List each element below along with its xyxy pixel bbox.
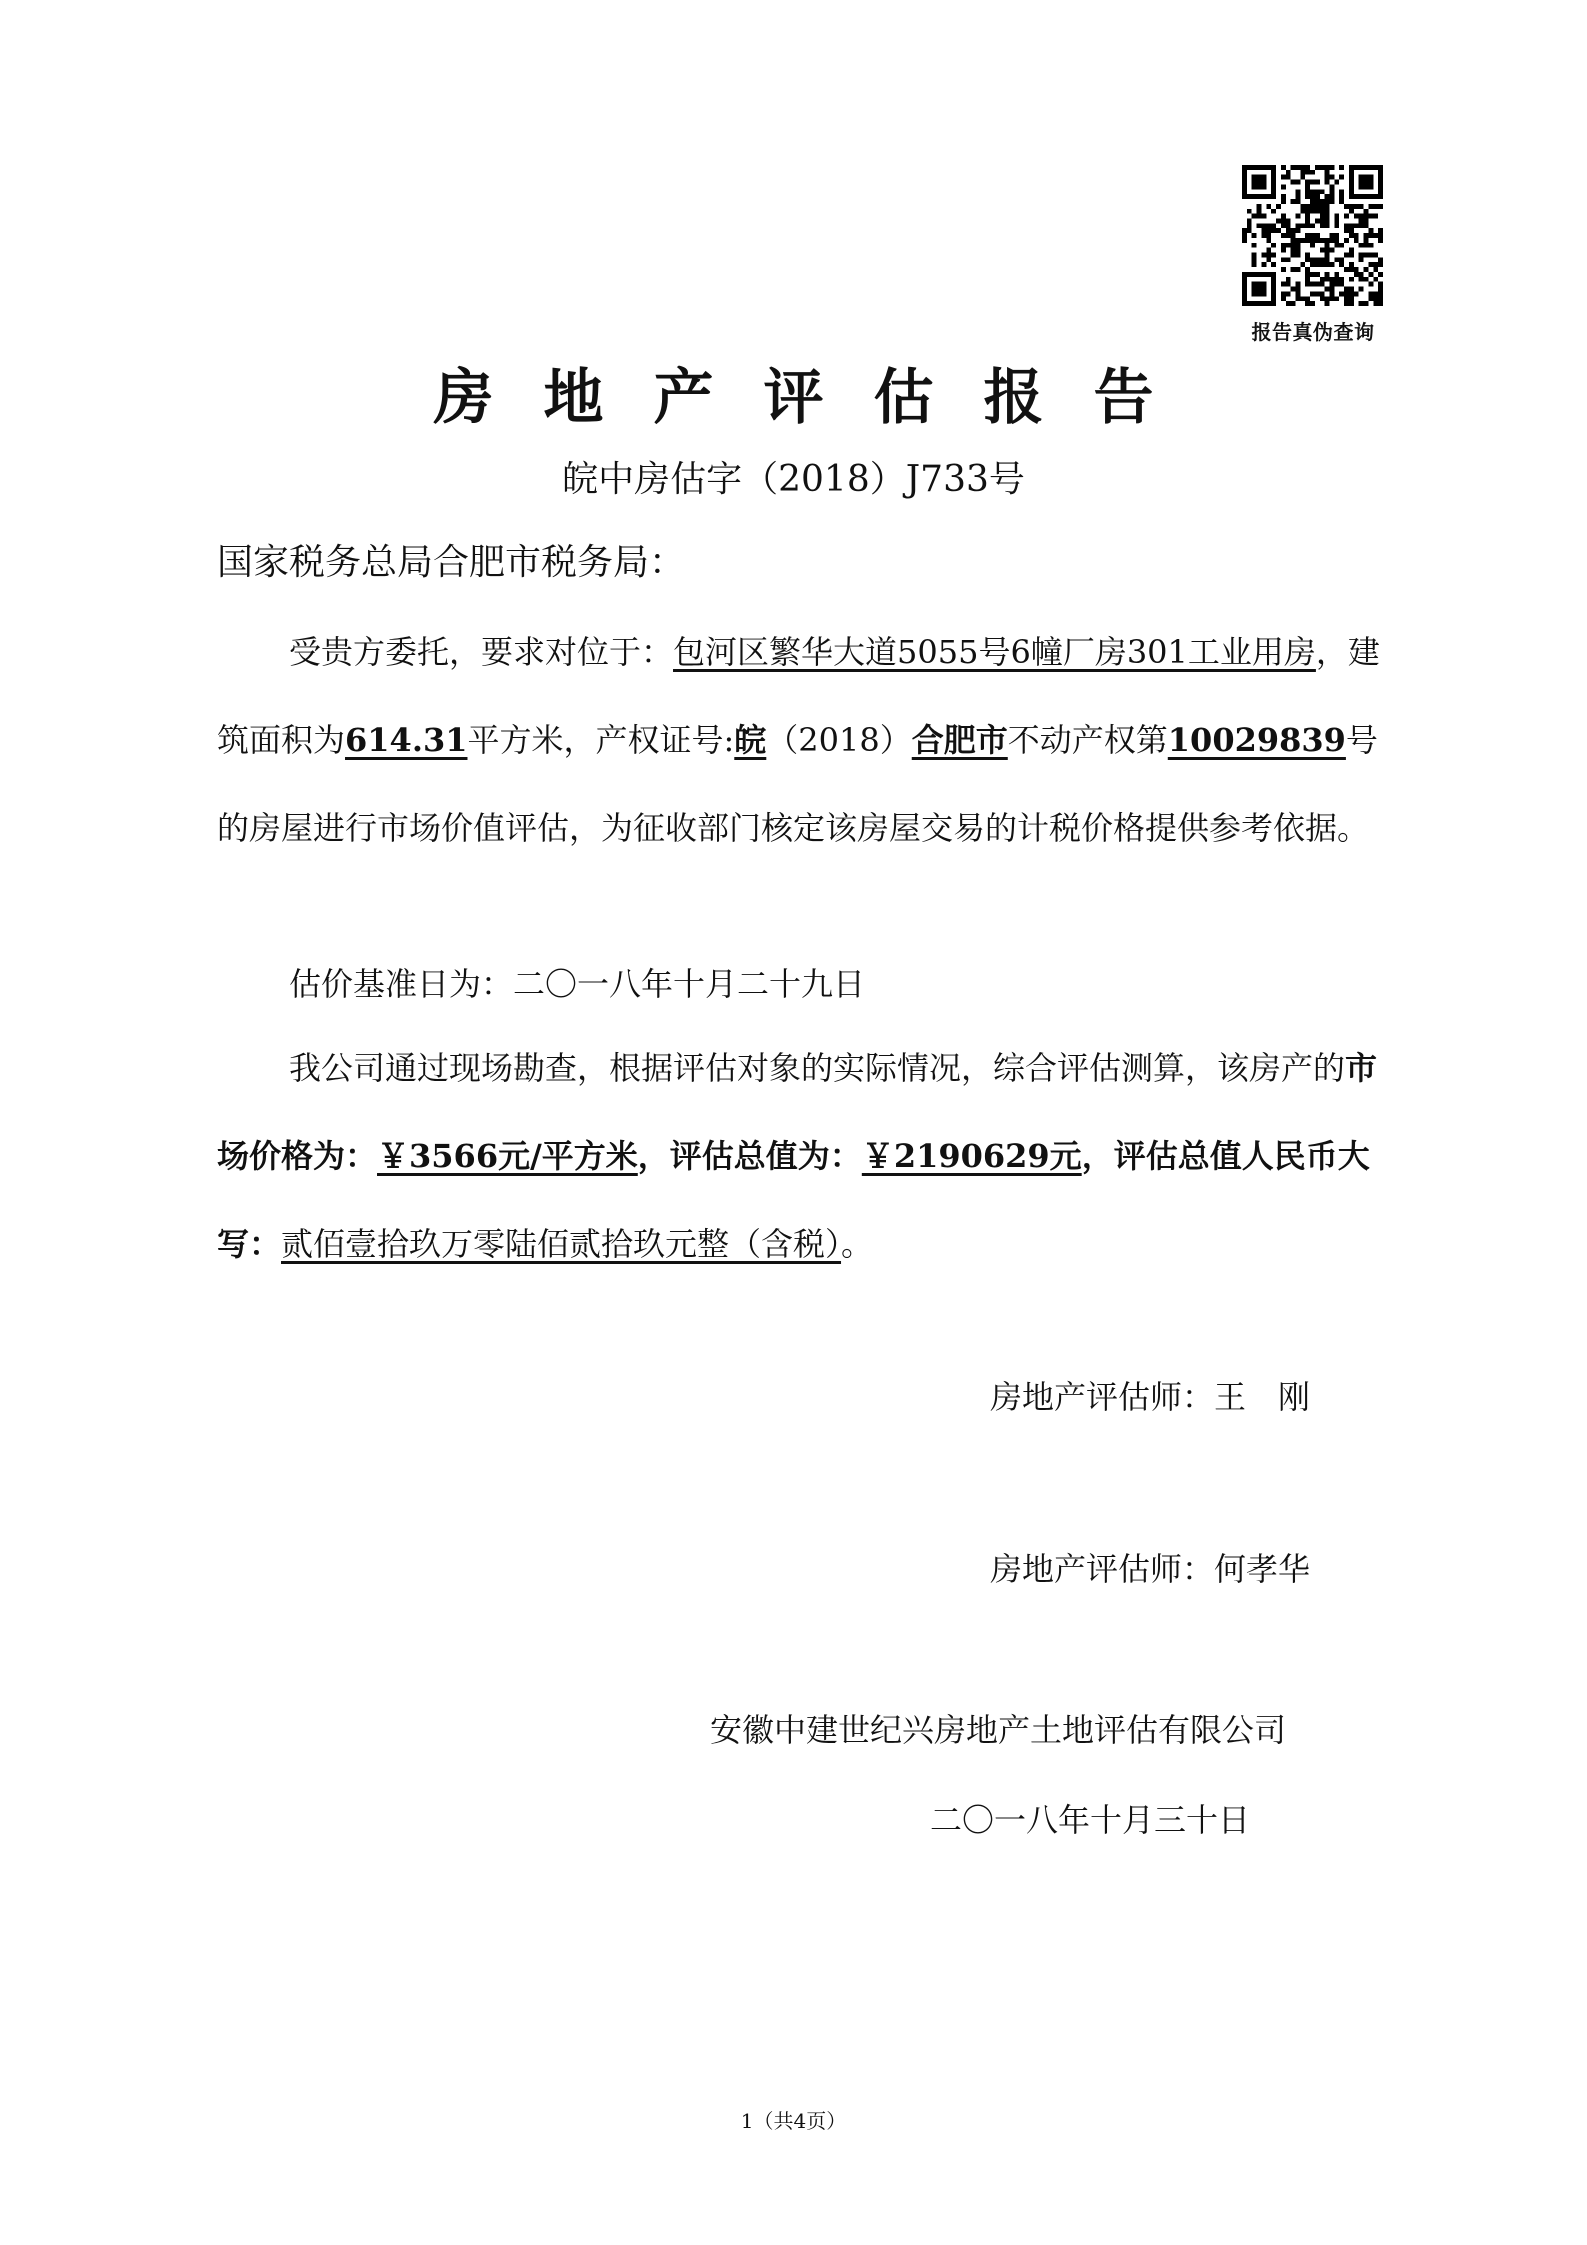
appraiser-2: 房地产评估师：何孝华 — [990, 1550, 1311, 1588]
unit-price: ￥3566元/平方米 — [377, 1137, 638, 1175]
price-label: 市场价格为： — [217, 1049, 1378, 1175]
p3-end: 。 — [841, 1225, 874, 1263]
p1-text-3: 平方米，产权证号: — [467, 721, 735, 759]
company-name: 安徽中建世纪兴房地产土地评估有限公司 — [710, 1711, 1287, 1749]
report-date: 二〇一八年十月三十日 — [930, 1801, 1251, 1839]
p3-comma-2: ， — [1081, 1137, 1114, 1175]
p3-text-1: 我公司通过现场勘查，根据评估对象的实际情况，综合评估测算，该房产的 — [289, 1049, 1346, 1087]
valuation-date: 二〇一八年十月二十九日 — [513, 965, 866, 1003]
cert-city: 合肥市 — [911, 721, 1008, 759]
qr-caption: 报告真伪查询 — [1251, 320, 1375, 344]
p1-text-2: ，建筑面积为 — [217, 633, 1380, 759]
paragraph-commission — [217, 608, 1385, 872]
property-address: 包河区繁华大道5055号6幢厂房301工业用房 — [673, 633, 1316, 671]
total-value: ￥2190629元 — [861, 1137, 1082, 1175]
paragraph-valuation-date — [217, 940, 1385, 1028]
p1-text-6: 号的房屋进行市场价值评估，为征收部门核定该房屋交易的计税价格提供参考依据。 — [217, 721, 1378, 847]
paragraph-result — [217, 1024, 1385, 1288]
document-number: 皖中房估字（2018）J733号 — [562, 459, 1025, 500]
p3-comma: ， — [637, 1137, 670, 1175]
building-area: 614.31 — [345, 721, 468, 759]
appraiser-1: 房地产评估师：王 刚 — [990, 1378, 1311, 1416]
cert-prefix: 皖 — [734, 721, 767, 759]
rmb-value: 贰佰壹拾玖万零陆佰贰拾玖元整（含税） — [281, 1225, 842, 1263]
p1-text-5: 不动产权第 — [1007, 721, 1168, 759]
p1-text-1: 受贵方委托，要求对位于： — [289, 633, 674, 671]
page-footer: 1（共4页） — [740, 2109, 847, 2133]
cert-number: 10029839 — [1167, 721, 1346, 759]
total-label: 评估总值为： — [669, 1137, 862, 1175]
p1-text-4: （2018） — [766, 721, 912, 759]
recipient: 国家税务总局合肥市税务局： — [217, 542, 686, 583]
valuation-date-label: 估价基准日为： — [289, 965, 514, 1003]
rmb-label: 评估总值人民币大写： — [217, 1137, 1370, 1263]
qr-code-icon — [1242, 165, 1383, 306]
page-title: 房地产评估报告 — [433, 363, 1204, 433]
